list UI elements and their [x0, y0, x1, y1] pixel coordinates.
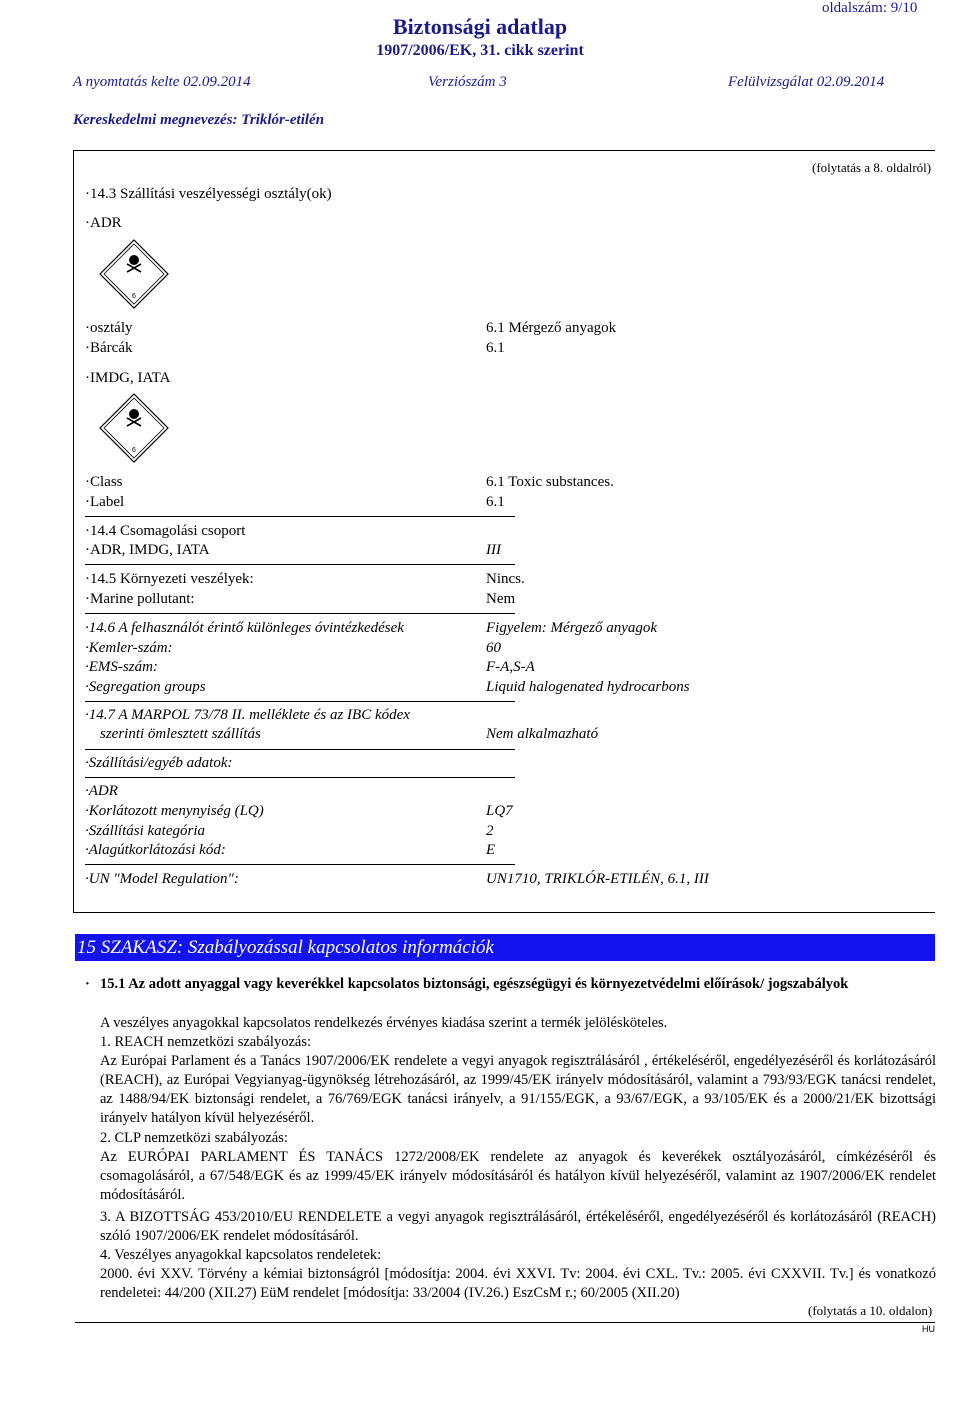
marine-pollutant-value: Nem — [486, 591, 516, 607]
print-date: A nyomtatás kelte 02.09.2014 — [73, 74, 251, 90]
class-value: 6.1 Mérgező anyagok — [486, 320, 617, 336]
ems-label: · EMS-szám: — [85, 659, 158, 676]
paragraph-labelling: A veszélyes anyagokkal kapcsolatos rendelkezés érvényes kiadása szerint a termék jelölésköteles. — [100, 1015, 668, 1031]
class-en-label: · Class — [85, 474, 123, 491]
svg-text:6: 6 — [132, 293, 136, 300]
section-14-7-heading-cont: szerinti ömlesztett szállítás — [100, 726, 261, 742]
paragraph-reach: Az Európai Parlament és a Tanács 1907/2006/EK rendelete a vegyi anyagok regisztrálásáról , értékeléséről, engedélyezéséről és korlátozásáról (REACH), az Európai Vegyianyag-ügynökség létrehozásáról, az 1999/45/EK irányelv módosításáról, valamint a 793/93/EGK tanácsi rendelet, az 1488/94/EK biztonsági rendelet, a 76/769/EGK tanácsi irányelv, a 91/155/EGK, a 93/67/EGK, a 93/105/EK és a 2000/21/EK bizottsági irányelv hatályon kívül helyezéséről. — [100, 1053, 936, 1126]
special-precautions-value: Figyelem: Mérgező anyagok — [486, 620, 658, 636]
footer-rule — [75, 1322, 935, 1323]
divider — [85, 516, 515, 517]
continued-from: (folytatás a 8. oldalról) — [812, 160, 932, 175]
paragraph-hazardous-laws: 2000. évi XXV. Törvény a kémiai biztonságról [módosítja: 2004. évi XXVI. Tv: 2004. évi CXL. Tv.: 2005. évi CXXVII. Tv.] és vonatkozó rendeletei: 44/200 (XII.27) EüM rendelet [módosítja: 33/2004 (IV.26.) EszCsM r.; 60/2005 (XII.20) — [100, 1266, 936, 1301]
kemler-value: 60 — [486, 640, 501, 656]
kemler-label: · Kemler-szám: — [85, 640, 173, 657]
version-number: Verziószám 3 — [428, 74, 507, 90]
tunnel-code-value: E — [486, 842, 496, 858]
section-14-5-heading: · 14.5 Környezeti veszélyek: — [85, 571, 254, 588]
divider — [85, 564, 515, 565]
trade-name: Kereskedelmi megnevezés: Triklór-etilén — [73, 112, 325, 128]
paragraph-reach-heading: 1. REACH nemzetközi szabályozás: — [100, 1034, 311, 1050]
lq-value: LQ7 — [486, 803, 513, 819]
language-code: HU — [922, 1324, 935, 1334]
divider — [85, 777, 515, 778]
toxic-hazard-pictogram-imdg — [98, 392, 170, 464]
section-14-4-heading: · 14.4 Csomagolási csoport — [85, 523, 245, 540]
ems-value: F-A,S-A — [486, 659, 535, 675]
document-title: Biztonsági adatlap — [392, 14, 568, 39]
packing-group-value: III — [486, 542, 501, 558]
page-number: oldalszám: 9/10 — [822, 0, 918, 16]
class-en-value: 6.1 Toxic substances. — [486, 474, 614, 490]
content-frame-left — [73, 150, 74, 912]
svg-text:6: 6 — [132, 447, 136, 454]
marine-pollutant-label: · Marine pollutant: — [85, 591, 195, 608]
imdg-iata-label: · IMDG, IATA — [85, 370, 170, 387]
paragraph-hazardous-heading: 4. Veszélyes anyagokkal kapcsolatos rendeletek: — [100, 1247, 382, 1263]
paragraph-commission-regulation: 3. A BIZOTTSÁG 453/2010/EU RENDELETE a vegyi anyagok regisztrálásáról, értékeléséről, engedélyezéséről és korlátozásáról (REACH) szóló 1907/2006/EK rendelet módosításáról. — [100, 1209, 936, 1244]
label-en-label: · Label — [85, 494, 124, 511]
bulk-transport-value: Nem alkalmazható — [486, 726, 599, 742]
paragraph-clp-heading: 2. CLP nemzetközi szabályozás: — [100, 1130, 288, 1146]
transport-other-heading: · Szállítási/egyéb adatok: — [85, 755, 232, 772]
transport-category-label: · Szállítási kategória — [85, 823, 205, 840]
header-rule — [73, 150, 935, 151]
divider — [85, 701, 515, 702]
divider — [85, 749, 515, 750]
label-en-value: 6.1 — [486, 494, 505, 510]
review-date: Felülvizsgálat 02.09.2014 — [728, 74, 885, 90]
section-15-title: 15 SZAKASZ: Szabályozással kapcsolatos információk — [75, 934, 935, 961]
paragraph-clp: Az EURÓPAI PARLAMENT ÉS TANÁCS 1272/2008/EK rendelete az anyagok és keverékek osztályozásáról, címkézéséről és csomagolásáról, a 67/548/EGK és az 1999/45/EK irányelv módosításáról és hatályon kívül helyezéséről, valamint az 1907/2006/EK rendelet módosításáról. — [100, 1149, 936, 1203]
labels-value: 6.1 — [486, 340, 505, 356]
labels-label: · Bárcák — [85, 340, 132, 357]
class-label: · osztály — [85, 320, 133, 337]
segregation-value: Liquid halogenated hydrocarbons — [486, 679, 690, 695]
document-subtitle: 1907/2006/EK, 31. cikk szerint — [376, 42, 584, 59]
divider — [85, 864, 515, 865]
section-15-1-heading: · 15.1 Az adott anyaggal vagy keverékkel kapcsolatos biztonsági, egészségügyi és környezetvédelmi előírások/ jogszabályok — [100, 975, 936, 994]
transport-adr-label: · ADR — [85, 783, 118, 800]
lq-label: · Korlátozott menynyiség (LQ) — [85, 803, 264, 820]
adr-label: · ADR — [85, 215, 122, 232]
un-model-label: · UN "Model Regulation": — [85, 871, 239, 888]
continued-to: (folytatás a 10. oldalon) — [808, 1303, 933, 1318]
transport-category-value: 2 — [486, 823, 494, 839]
content-frame-bottom — [73, 912, 935, 913]
section-14-7-heading: · 14.7 A MARPOL 73/78 II. melléklete és az IBC kódex — [85, 707, 410, 724]
tunnel-code-label: · Alagútkorlátozási kód: — [85, 842, 226, 859]
segregation-label: · Segregation groups — [85, 679, 206, 696]
env-hazard-value: Nincs. — [486, 571, 525, 587]
toxic-hazard-pictogram — [98, 238, 170, 310]
packing-group-label: · ADR, IMDG, IATA — [85, 542, 210, 559]
divider — [85, 613, 515, 614]
section-14-3-heading: · 14.3 Szállítási veszélyességi osztály(ok) — [85, 186, 332, 203]
section-14-6-heading: · 14.6 A felhasználót érintő különleges óvintézkedések — [85, 620, 404, 637]
un-model-value: UN1710, TRIKLÓR-ETILÉN, 6.1, III — [486, 871, 709, 887]
